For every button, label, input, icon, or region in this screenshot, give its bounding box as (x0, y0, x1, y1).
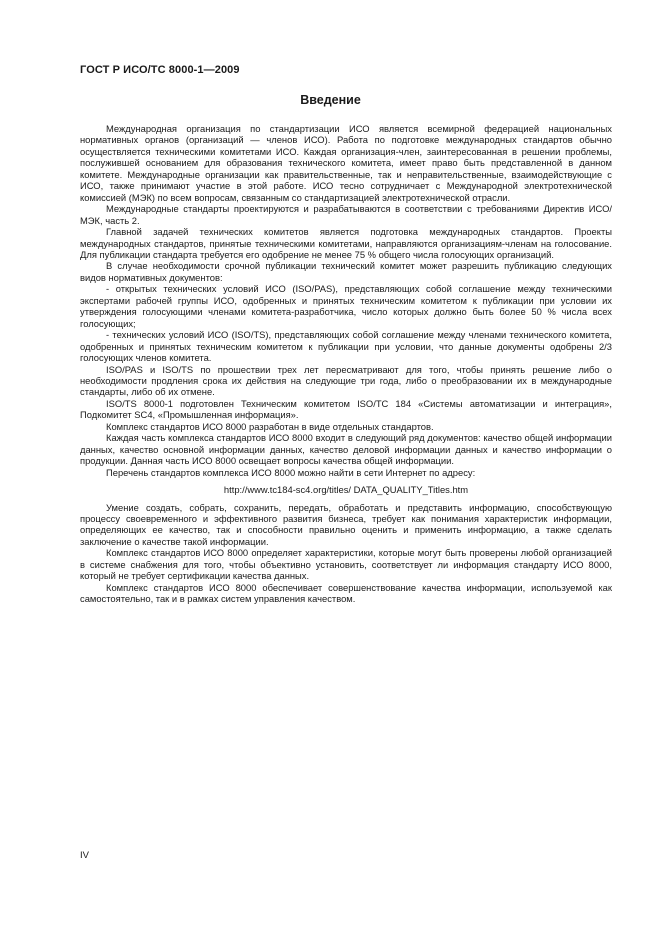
document-header: ГОСТ Р ИСО/ТС 8000-1—2009 (80, 64, 240, 76)
paragraph: Каждая часть комплекса стандартов ИСО 8000 входит в следующий ряд документов: качество общей информации данных, качество основной информации данных, качество деловой информации данных и качество информации о продукции. Данная часть ИСО 8000 освещает вопросы качества общей информации. (80, 432, 612, 467)
paragraph: ISO/PAS и ISO/TS по прошествии трех лет пересматривают для того, чтобы принять решение либо о необходимости продления срока их действия на следующие три года, либо о преобразовании их в международные стандарты, либо об их отмене. (80, 363, 612, 398)
paragraph: ISO/TS 8000-1 подготовлен Техническим комитетом ISO/TC 184 «Системы автоматизации и интеграция», Подкомитет SC4, «Промышленная информация». (80, 397, 612, 421)
paragraph: Комплекс стандартов ИСО 8000 определяет характеристики, которые могут быть проверены любой организацией в системе снабжения для того, чтобы объективно установить, соответствует ли информация стандарту ИСО 8000, который не требует сертификации качества данных. (80, 547, 612, 582)
section-title: Введение (300, 93, 361, 107)
paragraph: Перечень стандартов комплекса ИСО 8000 можно найти в сети Интернет по адресу: (106, 466, 476, 478)
paragraph: Международные стандарты проектируются и разрабатываются в соответствии с требованиями Директив ИСО/МЭК, часть 2. (80, 203, 612, 226)
document-body (80, 123, 612, 605)
paragraph: Главной задачей технических комитетов является подготовка международных стандартов. Проекты международных стандартов, принятые техническими комитетами, направляются организациям-членам на голосование. Для публикации стандарта требуется его одобрение не менее 75 % общего числа голосующих организаций. (80, 226, 612, 260)
paragraph: В случае необходимости срочной публикации технический комитет может разрешить публикацию следующих видов нормативных документов: (80, 260, 612, 283)
paragraph: Комплекс стандартов ИСО 8000 разработан в виде отдельных стандартов. (106, 420, 434, 432)
paragraph: Комплекс стандартов ИСО 8000 обеспечивает совершенствование качества информации, используемой как самостоятельно, так и в рамках систем управления качеством. (80, 581, 612, 605)
paragraph: - открытых технических условий ИСО (ISO/PAS), представляющих собой соглашение между техническими экспертами рабочей группы ИСО, одобренных и принятых техническим комитетом к публикации при условии их утверждения голосующими членами комитета-разработчика, число которых должно быть более 50 % числа всех голосующих; (80, 283, 612, 329)
paragraph: - технических условий ИСО (ISO/TS), представляющих собой соглашение между членами технического комитета, одобренных и принятых техническим комитетом к публикации при условии, что данные документы одобрены 2/3 голосующих членов комитета. (80, 329, 612, 364)
page-number: IV (80, 850, 89, 861)
reference-url: http://www.tc184-sc4.org/titles/ DATA_QUALITY_Titles.htm (223, 484, 469, 496)
paragraph: Умение создать, собрать, сохранить, передать, обработать и представить информацию, способствующую процессу своевременного и эффективного развития бизнеса, требует как понимания характеристик информации, определяющих ее качество, так и способности правильно оценить и применить информацию, а также сделать заключение о качестве такой информации. (80, 501, 612, 547)
paragraph: Международная организация по стандартизации ИСО является всемирной федерацией национальных нормативных органов (организаций — членов ИСО). Работа по подготовке международных стандартов обычно осуществляется техническими комитетами ИСО. Каждая организация-член, заинтересованная в решении проблемы, послужившей основанием для образования технического комитета, имеет право быть представленной в данном комитете. Международные организации как правительственные, так и неправительственные, взаимодействующие с ИСО, также принимают участие в этой работе. ИСО тесно сотрудничает с Международной электротехнической комиссией (МЭК) по всем вопросам, связанным со стандартизацией электротехнической отрасли. (80, 123, 612, 203)
